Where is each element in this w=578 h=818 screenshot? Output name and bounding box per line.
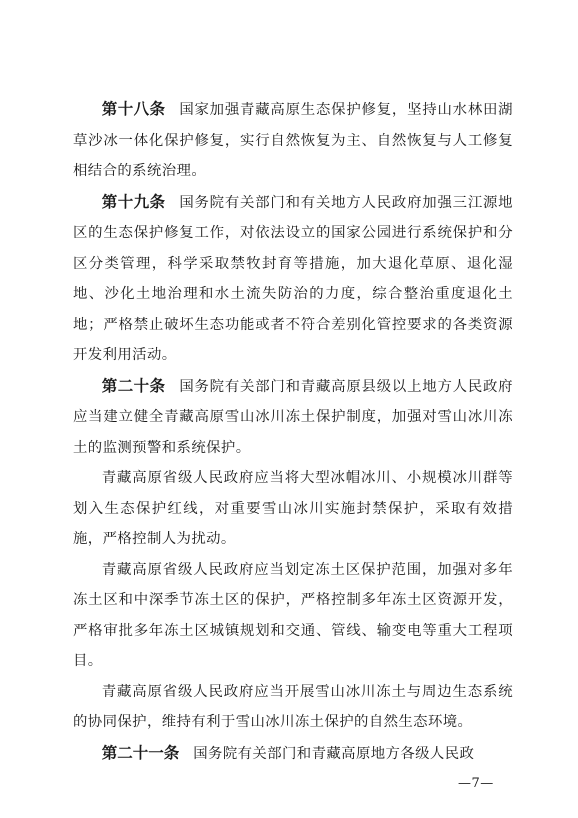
article-20-clause-3-text: 青藏高原省级人民政府应当划定冻土区保护范围，加强对多年冻土区和中深季节冻土区的保护，严格控制多年冻土区资源开发，严格审批多年冻土区城镇规划和交通、管线、输变电等重大工程项目。 [73,561,513,669]
article-18-paragraph [73,94,513,187]
article-18-text: 国家加强青藏高原生态保护修复，坚持山水林田湖草沙冰一体化保护修复，实行自然恢复为主、自然恢复与人工修复相结合的系统治理。 [73,102,513,179]
article-21-paragraph [73,738,513,770]
article-20-clause-3 [73,555,513,677]
article-20-title: 第二十条 [101,376,166,395]
article-19-paragraph [73,187,513,371]
article-20-text: 国务院有关部门和青藏高原县级以上地方人民政府应当建立健全青藏高原雪山冰川冻土保护制度，加强对雪山冰川冻土的监测预警和系统保护。 [73,378,513,456]
article-20-clause-2-text: 青藏高原省级人民政府应当将大型冰帽冰川、小规模冰川群等划入生态保护红线，对重要雪山冰川实施封禁保护，采取有效措施，严格控制人为扰动。 [73,470,513,547]
article-20-clause-4-text: 青藏高原省级人民政府应当开展雪山冰川冻土与周边生态系统的协同保护，维持有利于雪山冰川冻土保护的自然生态环境。 [73,683,513,730]
article-19-text: 国务院有关部门和有关地方人民政府加强三江源地区的生态保护修复工作，对依法设立的国家公园进行系统保护和分区分类管理，科学采取禁牧封育等措施，加大退化草原、退化湿地、沙化土地治理和水土流失防治的力度，综合整治重度退化土地；严格禁止破坏生态功能或者不符合差别化管控要求的各类资源开发利用活动。 [73,194,513,363]
article-21-title: 第二十一条 [101,743,180,762]
article-20-clause-2 [73,463,513,555]
article-21-text: 国务院有关部门和青藏高原地方各级人民政 [193,745,475,762]
article-19-title: 第十九条 [101,192,166,211]
document-body [73,94,513,769]
article-20-paragraph [73,371,513,464]
article-20-clause-4 [73,677,513,738]
article-18-title: 第十八条 [101,100,166,118]
page-number: —7— [458,776,494,791]
